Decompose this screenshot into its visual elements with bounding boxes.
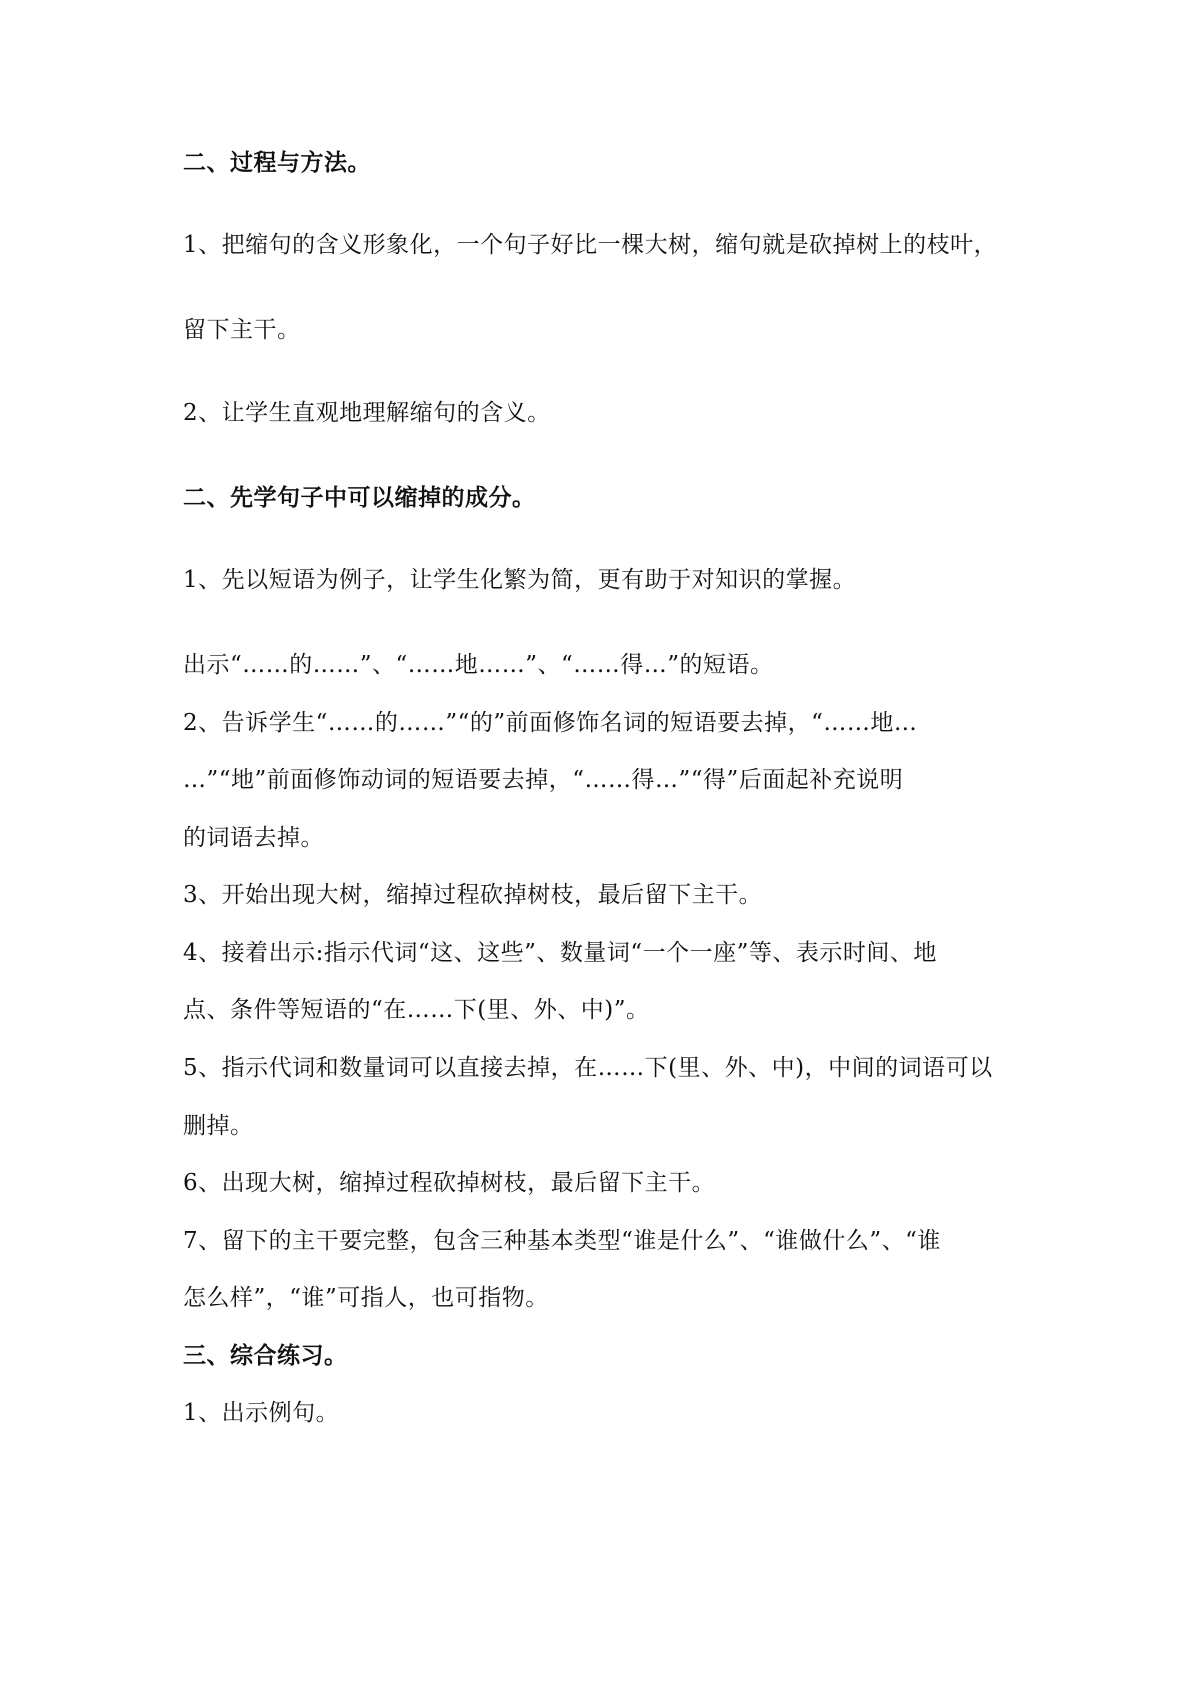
paragraph-line: …”“地”前面修饰动词的短语要去掉，“……得…”“得”后面起补充说明 xyxy=(183,767,904,793)
paragraph-line: 7、留下的主干要完整，包含三种基本类型“谁是什么”、“谁做什么”、“谁 xyxy=(183,1228,941,1254)
section-heading: 二、先学句子中可以缩掉的成分。 xyxy=(183,485,536,511)
paragraph-line: 1、把缩句的含义形象化，一个句子好比一棵大树，缩句就是砍掉树上的枝叶， xyxy=(183,232,998,258)
paragraph-line: 4、接着出示:指示代词“这、这些”、数量词“一个一座”等、表示时间、地 xyxy=(183,940,937,966)
paragraph-line: 3、开始出现大树，缩掉过程砍掉树枝，最后留下主干。 xyxy=(183,882,763,908)
paragraph-line: 点、条件等短语的“在……下(里、外、中)”。 xyxy=(183,997,650,1023)
section-heading: 三、综合练习。 xyxy=(183,1343,348,1369)
paragraph-line: 1、出示例句。 xyxy=(183,1400,340,1426)
paragraph-line: 2、告诉学生“……的……”“的”前面修饰名词的短语要去掉，“……地… xyxy=(183,710,918,736)
paragraph-line: 删掉。 xyxy=(183,1113,254,1139)
paragraph-line: 怎么样”，“谁”可指人，也可指物。 xyxy=(183,1285,549,1311)
paragraph-line: 出示“……的……”、“……地……”、“……得…”的短语。 xyxy=(183,652,774,678)
paragraph-line: 2、让学生直观地理解缩句的含义。 xyxy=(183,400,551,426)
paragraph-line: 的词语去掉。 xyxy=(183,825,324,851)
section-heading: 二、过程与方法。 xyxy=(183,150,371,176)
paragraph-line: 5、指示代词和数量词可以直接去掉，在……下(里、外、中)，中间的词语可以 xyxy=(183,1055,993,1081)
paragraph-line: 1、先以短语为例子，让学生化繁为简，更有助于对知识的掌握。 xyxy=(183,567,857,593)
paragraph-line: 6、出现大树，缩掉过程砍掉树枝，最后留下主干。 xyxy=(183,1170,716,1196)
paragraph-line: 留下主干。 xyxy=(183,317,301,343)
